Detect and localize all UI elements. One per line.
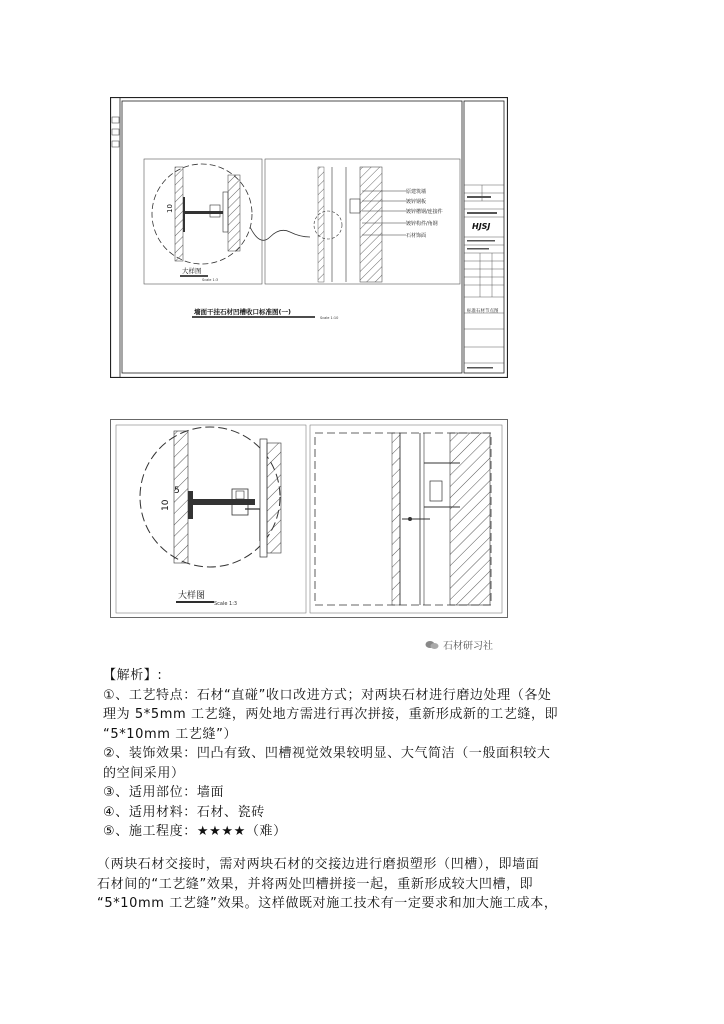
callout-angle: 镀锌构件/角钢	[406, 221, 438, 227]
analysis-line: 的空间采用）	[103, 765, 185, 781]
watermark-text: 石材研习社	[443, 641, 493, 652]
callout-stone: 石材饰面	[406, 233, 427, 239]
analysis-line: ③、适用部位：墙面	[103, 785, 225, 800]
analysis-line: 理为 5*5mm 工艺缝，两处地方需进行再次拼接，重新形成新的工艺缝，即	[103, 707, 559, 722]
detail-svg	[110, 419, 508, 618]
dimension-10: 10	[161, 499, 171, 511]
detail-label: 大样图	[178, 591, 206, 601]
analysis-heading: 【解析】:	[103, 668, 163, 683]
analysis-line: ⑤、施工程度：★★★★（难）	[103, 824, 287, 839]
explanation-paragraph	[97, 855, 631, 914]
paragraph-line: “5*10mm 工艺缝”效果。这样做既对施工技术有一定要求和加大施工成本，	[97, 896, 558, 911]
dimension-5: 5	[174, 486, 180, 496]
callout-wall: 原建筑墙	[406, 189, 427, 195]
analysis-section	[103, 666, 631, 842]
analysis-line: ②、装饰效果：凹凸有致、凹槽视觉效果较明显、大气简洁（一般面积较大	[103, 746, 551, 761]
title-block-logo: HJSJ	[472, 222, 491, 231]
paragraph-line: 石材间的“工艺缝”效果，并将两处凹槽拼接一起，重新形成较大凹槽，即	[97, 876, 534, 892]
wechat-icon	[425, 640, 439, 650]
analysis-line: ①、工艺特点：石材“直碰”收口改进方式；对两块石材进行磨边处理（各处	[103, 687, 552, 703]
drawing-title: 墙面干挂石材凹槽收口标准图(一)	[194, 308, 291, 316]
drawing-scale: Scale 1:10	[320, 316, 339, 320]
title-block-sheet-name: 标准石材节点图	[467, 309, 499, 314]
analysis-line: “5*10mm 工艺缝”）	[103, 726, 238, 742]
cad-detail-enlarged	[110, 419, 508, 618]
detail-scale: Scale 1:3	[202, 278, 219, 282]
watermark	[425, 637, 493, 652]
detail-label: 大样图	[182, 267, 202, 275]
detail-dimension-label: 10	[166, 204, 174, 213]
callout-channel: 镀锌槽钢/连接件	[406, 209, 443, 215]
cad-sheet-svg	[110, 97, 508, 378]
paragraph-line: （两块石材交接时，需对两块石材的交接边进行磨损塑形（凹槽），即墙面	[97, 857, 540, 872]
cad-drawing-sheet	[110, 97, 508, 378]
detail-scale: Scale 1:3	[214, 601, 238, 607]
callout-steel-plate: 镀锌钢板	[406, 199, 427, 205]
analysis-line: ④、适用材料：石材、瓷砖	[103, 804, 265, 820]
